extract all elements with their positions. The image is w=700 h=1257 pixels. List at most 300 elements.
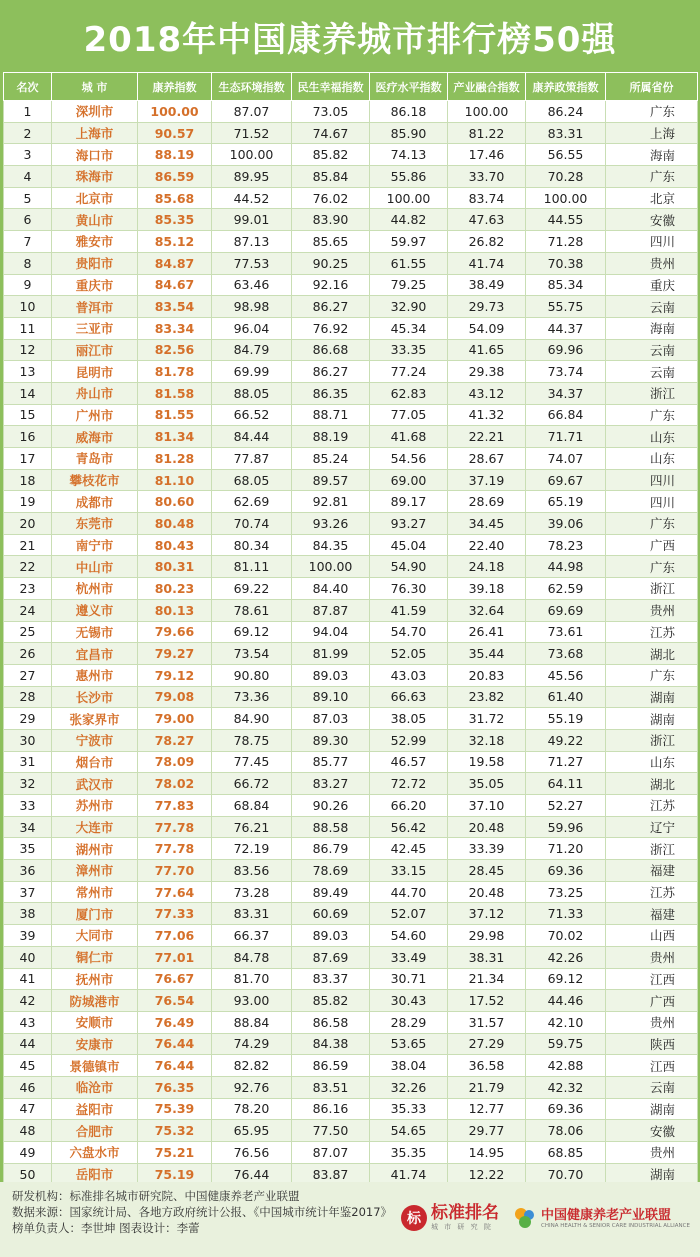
cell-wellness-index: 76.44 (138, 1033, 212, 1055)
cell-ecology-index: 77.87 (212, 448, 292, 470)
cell-wellness-index: 76.54 (138, 990, 212, 1012)
cell-medical-index: 30.43 (370, 990, 448, 1012)
cell-industry-index: 37.12 (448, 903, 526, 925)
cell-wellness-index: 76.67 (138, 968, 212, 990)
cell-rank: 36 (4, 860, 52, 882)
cell-industry-index: 35.44 (448, 643, 526, 665)
cell-ecology-index: 82.82 (212, 1055, 292, 1077)
cell-livelihood-index: 85.65 (292, 231, 370, 253)
table-row (4, 795, 698, 817)
cell-province: 重庆 (606, 274, 698, 296)
cell-wellness-index: 83.54 (138, 296, 212, 318)
cell-rank: 40 (4, 946, 52, 968)
cell-city: 重庆市 (52, 274, 138, 296)
table-row (4, 317, 698, 339)
cell-city: 大同市 (52, 925, 138, 947)
cell-wellness-index: 78.27 (138, 729, 212, 751)
table-row (4, 122, 698, 144)
cell-wellness-index: 85.12 (138, 231, 212, 253)
cell-ecology-index: 88.05 (212, 382, 292, 404)
cell-policy-index: 52.27 (526, 795, 606, 817)
table-row (4, 903, 698, 925)
cell-policy-index: 44.55 (526, 209, 606, 231)
cell-policy-index: 68.85 (526, 1142, 606, 1164)
cell-industry-index: 12.77 (448, 1098, 526, 1120)
cell-medical-index: 66.20 (370, 795, 448, 817)
cell-industry-index: 19.58 (448, 751, 526, 773)
cell-rank: 9 (4, 274, 52, 296)
cell-industry-index: 24.18 (448, 556, 526, 578)
cell-rank: 37 (4, 881, 52, 903)
cell-livelihood-index: 86.58 (292, 1011, 370, 1033)
cell-medical-index: 38.05 (370, 708, 448, 730)
cell-livelihood-index: 89.57 (292, 469, 370, 491)
cell-industry-index: 100.00 (448, 101, 526, 123)
cell-city: 南宁市 (52, 534, 138, 556)
cell-livelihood-index: 89.10 (292, 686, 370, 708)
cell-rank: 46 (4, 1076, 52, 1098)
cell-province: 湖南 (606, 1098, 698, 1120)
cell-industry-index: 17.52 (448, 990, 526, 1012)
cell-ecology-index: 69.12 (212, 621, 292, 643)
cell-policy-index: 73.25 (526, 881, 606, 903)
table-row (4, 664, 698, 686)
footer-responsible: 榜单负责人：李世坤 图表设计：李蕾 (12, 1221, 200, 1235)
cell-ecology-index: 70.74 (212, 513, 292, 535)
cell-medical-index: 79.25 (370, 274, 448, 296)
cell-wellness-index: 79.66 (138, 621, 212, 643)
cell-wellness-index: 85.68 (138, 187, 212, 209)
cell-ecology-index: 62.69 (212, 491, 292, 513)
cell-ecology-index: 66.52 (212, 404, 292, 426)
cell-policy-index: 56.55 (526, 144, 606, 166)
cell-ecology-index: 78.75 (212, 729, 292, 751)
cell-city: 上海市 (52, 122, 138, 144)
cell-wellness-index: 80.13 (138, 599, 212, 621)
cell-city: 益阳市 (52, 1098, 138, 1120)
cell-wellness-index: 85.35 (138, 209, 212, 231)
standard-ranking-logo-name: 标准排名 (430, 1203, 499, 1223)
cell-province: 安徽 (606, 209, 698, 231)
cell-province: 山东 (606, 751, 698, 773)
cell-rank: 43 (4, 1011, 52, 1033)
cell-medical-index: 89.17 (370, 491, 448, 513)
table-row (4, 1011, 698, 1033)
cell-province: 贵州 (606, 1142, 698, 1164)
table-row (4, 382, 698, 404)
cell-wellness-index: 80.48 (138, 513, 212, 535)
cell-industry-index: 83.74 (448, 187, 526, 209)
cell-industry-index: 39.18 (448, 578, 526, 600)
cell-rank: 33 (4, 795, 52, 817)
cell-livelihood-index: 87.03 (292, 708, 370, 730)
cell-city: 中山市 (52, 556, 138, 578)
cell-wellness-index: 81.10 (138, 469, 212, 491)
cell-medical-index: 53.65 (370, 1033, 448, 1055)
cell-city: 六盘水市 (52, 1142, 138, 1164)
cell-policy-index: 55.19 (526, 708, 606, 730)
cell-rank: 48 (4, 1120, 52, 1142)
cell-policy-index: 55.75 (526, 296, 606, 318)
cell-livelihood-index: 89.03 (292, 664, 370, 686)
cell-wellness-index: 75.39 (138, 1098, 212, 1120)
cell-ecology-index: 81.11 (212, 556, 292, 578)
cell-rank: 8 (4, 252, 52, 274)
cell-policy-index: 39.06 (526, 513, 606, 535)
table-row (4, 968, 698, 990)
cell-policy-index: 69.36 (526, 1098, 606, 1120)
cell-medical-index: 44.70 (370, 881, 448, 903)
cell-city: 海口市 (52, 144, 138, 166)
cell-ecology-index: 83.56 (212, 860, 292, 882)
cell-wellness-index: 79.00 (138, 708, 212, 730)
cell-wellness-index: 77.06 (138, 925, 212, 947)
cell-rank: 15 (4, 404, 52, 426)
table-row (4, 556, 698, 578)
cell-wellness-index: 79.12 (138, 664, 212, 686)
cell-ecology-index: 78.61 (212, 599, 292, 621)
cell-city: 临沧市 (52, 1076, 138, 1098)
table-row (4, 1055, 698, 1077)
table-row (4, 426, 698, 448)
cell-medical-index: 33.35 (370, 339, 448, 361)
cell-city: 珠海市 (52, 166, 138, 188)
cell-livelihood-index: 76.02 (292, 187, 370, 209)
cell-medical-index: 69.00 (370, 469, 448, 491)
cell-ecology-index: 93.00 (212, 990, 292, 1012)
cell-province: 广东 (606, 556, 698, 578)
cell-province: 湖南 (606, 686, 698, 708)
cell-ecology-index: 66.37 (212, 925, 292, 947)
cell-wellness-index: 79.27 (138, 643, 212, 665)
cell-medical-index: 74.13 (370, 144, 448, 166)
cell-rank: 5 (4, 187, 52, 209)
cell-policy-index: 78.23 (526, 534, 606, 556)
cell-livelihood-index: 73.05 (292, 101, 370, 123)
cell-medical-index: 44.82 (370, 209, 448, 231)
cell-livelihood-index: 89.49 (292, 881, 370, 903)
cell-ecology-index: 72.19 (212, 838, 292, 860)
cell-livelihood-index: 86.68 (292, 339, 370, 361)
cell-livelihood-index: 77.50 (292, 1120, 370, 1142)
cell-medical-index: 55.86 (370, 166, 448, 188)
cell-livelihood-index: 60.69 (292, 903, 370, 925)
cell-industry-index: 28.69 (448, 491, 526, 513)
cell-rank: 25 (4, 621, 52, 643)
cell-rank: 39 (4, 925, 52, 947)
cell-rank: 23 (4, 578, 52, 600)
cell-industry-index: 32.64 (448, 599, 526, 621)
cell-medical-index: 72.72 (370, 773, 448, 795)
cell-rank: 49 (4, 1142, 52, 1164)
cell-policy-index: 70.02 (526, 925, 606, 947)
cell-city: 湖州市 (52, 838, 138, 860)
standard-ranking-logo-icon: 标 (401, 1205, 427, 1231)
cell-province: 云南 (606, 296, 698, 318)
cell-medical-index: 41.59 (370, 599, 448, 621)
cell-medical-index: 100.00 (370, 187, 448, 209)
column-header-medical-index: 医疗水平指数 (370, 73, 448, 101)
cell-policy-index: 71.71 (526, 426, 606, 448)
cell-rank: 6 (4, 209, 52, 231)
cell-medical-index: 59.97 (370, 231, 448, 253)
cell-policy-index: 83.31 (526, 122, 606, 144)
table-row (4, 729, 698, 751)
standard-ranking-logo-sub: 城 市 研 究 院 (430, 1223, 493, 1231)
cell-wellness-index: 78.09 (138, 751, 212, 773)
cell-livelihood-index: 86.35 (292, 382, 370, 404)
cell-medical-index: 35.33 (370, 1098, 448, 1120)
table-row (4, 599, 698, 621)
cell-ecology-index: 98.98 (212, 296, 292, 318)
cell-industry-index: 29.73 (448, 296, 526, 318)
table-row (4, 773, 698, 795)
cell-city: 普洱市 (52, 296, 138, 318)
footer-research-org: 研发机构：标准排名城市研究院、中国健康养老产业联盟 (12, 1189, 300, 1203)
cell-medical-index: 45.04 (370, 534, 448, 556)
cell-wellness-index: 77.70 (138, 860, 212, 882)
cell-medical-index: 28.29 (370, 1011, 448, 1033)
cell-ecology-index: 81.70 (212, 968, 292, 990)
cell-livelihood-index: 89.30 (292, 729, 370, 751)
cell-province: 浙江 (606, 838, 698, 860)
cell-province: 江苏 (606, 621, 698, 643)
cell-ecology-index: 69.99 (212, 361, 292, 383)
cell-ecology-index: 68.84 (212, 795, 292, 817)
standard-ranking-logo (401, 1204, 499, 1232)
cell-medical-index: 45.34 (370, 317, 448, 339)
cell-province: 北京 (606, 187, 698, 209)
cell-policy-index: 64.11 (526, 773, 606, 795)
cell-wellness-index: 75.21 (138, 1142, 212, 1164)
cell-province: 广东 (606, 101, 698, 123)
table-row (4, 1142, 698, 1164)
cell-medical-index: 32.90 (370, 296, 448, 318)
cell-livelihood-index: 76.92 (292, 317, 370, 339)
table-row (4, 101, 698, 123)
cell-wellness-index: 82.56 (138, 339, 212, 361)
table-row (4, 1120, 698, 1142)
cell-livelihood-index: 86.27 (292, 361, 370, 383)
cell-province: 上海 (606, 122, 698, 144)
cell-city: 宁波市 (52, 729, 138, 751)
cell-industry-index: 20.48 (448, 881, 526, 903)
cell-rank: 42 (4, 990, 52, 1012)
cell-rank: 34 (4, 816, 52, 838)
cell-rank: 2 (4, 122, 52, 144)
table-row (4, 491, 698, 513)
cell-ecology-index: 66.72 (212, 773, 292, 795)
cell-rank: 35 (4, 838, 52, 860)
cell-wellness-index: 80.23 (138, 578, 212, 600)
cell-city: 张家界市 (52, 708, 138, 730)
cell-province: 山东 (606, 448, 698, 470)
table-row (4, 469, 698, 491)
cell-city: 丽江市 (52, 339, 138, 361)
cell-medical-index: 56.42 (370, 816, 448, 838)
cell-wellness-index: 90.57 (138, 122, 212, 144)
cell-province: 陕西 (606, 1033, 698, 1055)
cell-policy-index: 59.75 (526, 1033, 606, 1055)
cell-livelihood-index: 87.69 (292, 946, 370, 968)
cell-province: 四川 (606, 491, 698, 513)
cell-wellness-index: 75.19 (138, 1163, 212, 1185)
cell-industry-index: 29.77 (448, 1120, 526, 1142)
cell-rank: 3 (4, 144, 52, 166)
cell-medical-index: 85.90 (370, 122, 448, 144)
cell-rank: 32 (4, 773, 52, 795)
cell-province: 四川 (606, 469, 698, 491)
cell-policy-index: 71.27 (526, 751, 606, 773)
cell-medical-index: 46.57 (370, 751, 448, 773)
cell-province: 贵州 (606, 252, 698, 274)
cell-policy-index: 73.68 (526, 643, 606, 665)
table-row (4, 1076, 698, 1098)
cell-wellness-index: 80.31 (138, 556, 212, 578)
cell-medical-index: 62.83 (370, 382, 448, 404)
cell-livelihood-index: 85.24 (292, 448, 370, 470)
cell-province: 云南 (606, 1076, 698, 1098)
cell-province: 海南 (606, 144, 698, 166)
cell-wellness-index: 81.58 (138, 382, 212, 404)
cell-city: 攀枝花市 (52, 469, 138, 491)
cell-ecology-index: 74.29 (212, 1033, 292, 1055)
cell-medical-index: 42.45 (370, 838, 448, 860)
cell-medical-index: 43.03 (370, 664, 448, 686)
cell-ecology-index: 87.07 (212, 101, 292, 123)
cell-rank: 11 (4, 317, 52, 339)
cell-livelihood-index: 88.58 (292, 816, 370, 838)
cell-wellness-index: 83.34 (138, 317, 212, 339)
cell-province: 广东 (606, 166, 698, 188)
table-row (4, 925, 698, 947)
cell-industry-index: 26.82 (448, 231, 526, 253)
cell-wellness-index: 79.08 (138, 686, 212, 708)
cell-livelihood-index: 88.71 (292, 404, 370, 426)
cell-industry-index: 54.09 (448, 317, 526, 339)
column-header-industry-index: 产业融合指数 (448, 73, 526, 101)
cell-rank: 29 (4, 708, 52, 730)
cell-city: 厦门市 (52, 903, 138, 925)
cell-policy-index: 65.19 (526, 491, 606, 513)
cell-ecology-index: 76.21 (212, 816, 292, 838)
cell-ecology-index: 83.31 (212, 903, 292, 925)
cell-industry-index: 41.32 (448, 404, 526, 426)
cell-policy-index: 44.98 (526, 556, 606, 578)
cell-rank: 41 (4, 968, 52, 990)
cell-rank: 38 (4, 903, 52, 925)
cell-rank: 47 (4, 1098, 52, 1120)
alliance-logo (513, 1206, 690, 1230)
cell-ecology-index: 69.22 (212, 578, 292, 600)
cell-policy-index: 70.38 (526, 252, 606, 274)
cell-policy-index: 73.61 (526, 621, 606, 643)
cell-ecology-index: 76.56 (212, 1142, 292, 1164)
cell-city: 昆明市 (52, 361, 138, 383)
cell-wellness-index: 81.28 (138, 448, 212, 470)
ranking-table (3, 72, 698, 1185)
table-row (4, 534, 698, 556)
cell-medical-index: 66.63 (370, 686, 448, 708)
cell-province: 山东 (606, 426, 698, 448)
cell-livelihood-index: 87.07 (292, 1142, 370, 1164)
cell-wellness-index: 81.34 (138, 426, 212, 448)
cell-industry-index: 21.79 (448, 1076, 526, 1098)
cell-rank: 19 (4, 491, 52, 513)
cell-city: 岳阳市 (52, 1163, 138, 1185)
cell-city: 无锡市 (52, 621, 138, 643)
cell-policy-index: 78.06 (526, 1120, 606, 1142)
cell-industry-index: 38.31 (448, 946, 526, 968)
cell-wellness-index: 77.33 (138, 903, 212, 925)
cell-policy-index: 86.24 (526, 101, 606, 123)
cell-medical-index: 41.68 (370, 426, 448, 448)
cell-policy-index: 34.37 (526, 382, 606, 404)
table-row (4, 816, 698, 838)
alliance-logo-sub: CHINA HEALTH & SENIOR CARE INDUSTRIAL ALLIANCE (540, 1222, 690, 1229)
cell-province: 浙江 (606, 578, 698, 600)
cell-ecology-index: 68.05 (212, 469, 292, 491)
table-row (4, 187, 698, 209)
cell-policy-index: 74.07 (526, 448, 606, 470)
cell-province: 海南 (606, 317, 698, 339)
cell-policy-index: 69.96 (526, 339, 606, 361)
cell-medical-index: 54.65 (370, 1120, 448, 1142)
cell-wellness-index: 76.49 (138, 1011, 212, 1033)
cell-medical-index: 38.04 (370, 1055, 448, 1077)
table-row (4, 144, 698, 166)
cell-province: 浙江 (606, 729, 698, 751)
table-row (4, 1033, 698, 1055)
cell-medical-index: 77.05 (370, 404, 448, 426)
cell-province: 广西 (606, 990, 698, 1012)
cell-livelihood-index: 88.19 (292, 426, 370, 448)
cell-city: 常州市 (52, 881, 138, 903)
cell-rank: 16 (4, 426, 52, 448)
cell-rank: 30 (4, 729, 52, 751)
cell-wellness-index: 80.60 (138, 491, 212, 513)
footer-data-source: 数据来源：国家统计局、各地方政府统计公报、《中国城市统计年鉴2017》 (12, 1205, 393, 1219)
cell-policy-index: 69.69 (526, 599, 606, 621)
cell-city: 景德镇市 (52, 1055, 138, 1077)
cell-industry-index: 43.12 (448, 382, 526, 404)
cell-industry-index: 17.46 (448, 144, 526, 166)
cell-city: 烟台市 (52, 751, 138, 773)
cell-city: 三亚市 (52, 317, 138, 339)
cell-city: 苏州市 (52, 795, 138, 817)
cell-industry-index: 20.83 (448, 664, 526, 686)
cell-province: 辽宁 (606, 816, 698, 838)
cell-province: 四川 (606, 231, 698, 253)
cell-province: 江苏 (606, 795, 698, 817)
cell-industry-index: 14.95 (448, 1142, 526, 1164)
cell-city: 北京市 (52, 187, 138, 209)
cell-province: 江西 (606, 968, 698, 990)
cell-livelihood-index: 84.35 (292, 534, 370, 556)
table-row (4, 946, 698, 968)
cell-rank: 1 (4, 101, 52, 123)
cell-wellness-index: 81.78 (138, 361, 212, 383)
cell-industry-index: 31.57 (448, 1011, 526, 1033)
cell-wellness-index: 77.01 (138, 946, 212, 968)
cell-ecology-index: 76.44 (212, 1163, 292, 1185)
cell-livelihood-index: 90.26 (292, 795, 370, 817)
cell-policy-index: 42.26 (526, 946, 606, 968)
cell-livelihood-index: 93.26 (292, 513, 370, 535)
cell-industry-index: 21.34 (448, 968, 526, 990)
cell-industry-index: 35.05 (448, 773, 526, 795)
cell-rank: 24 (4, 599, 52, 621)
